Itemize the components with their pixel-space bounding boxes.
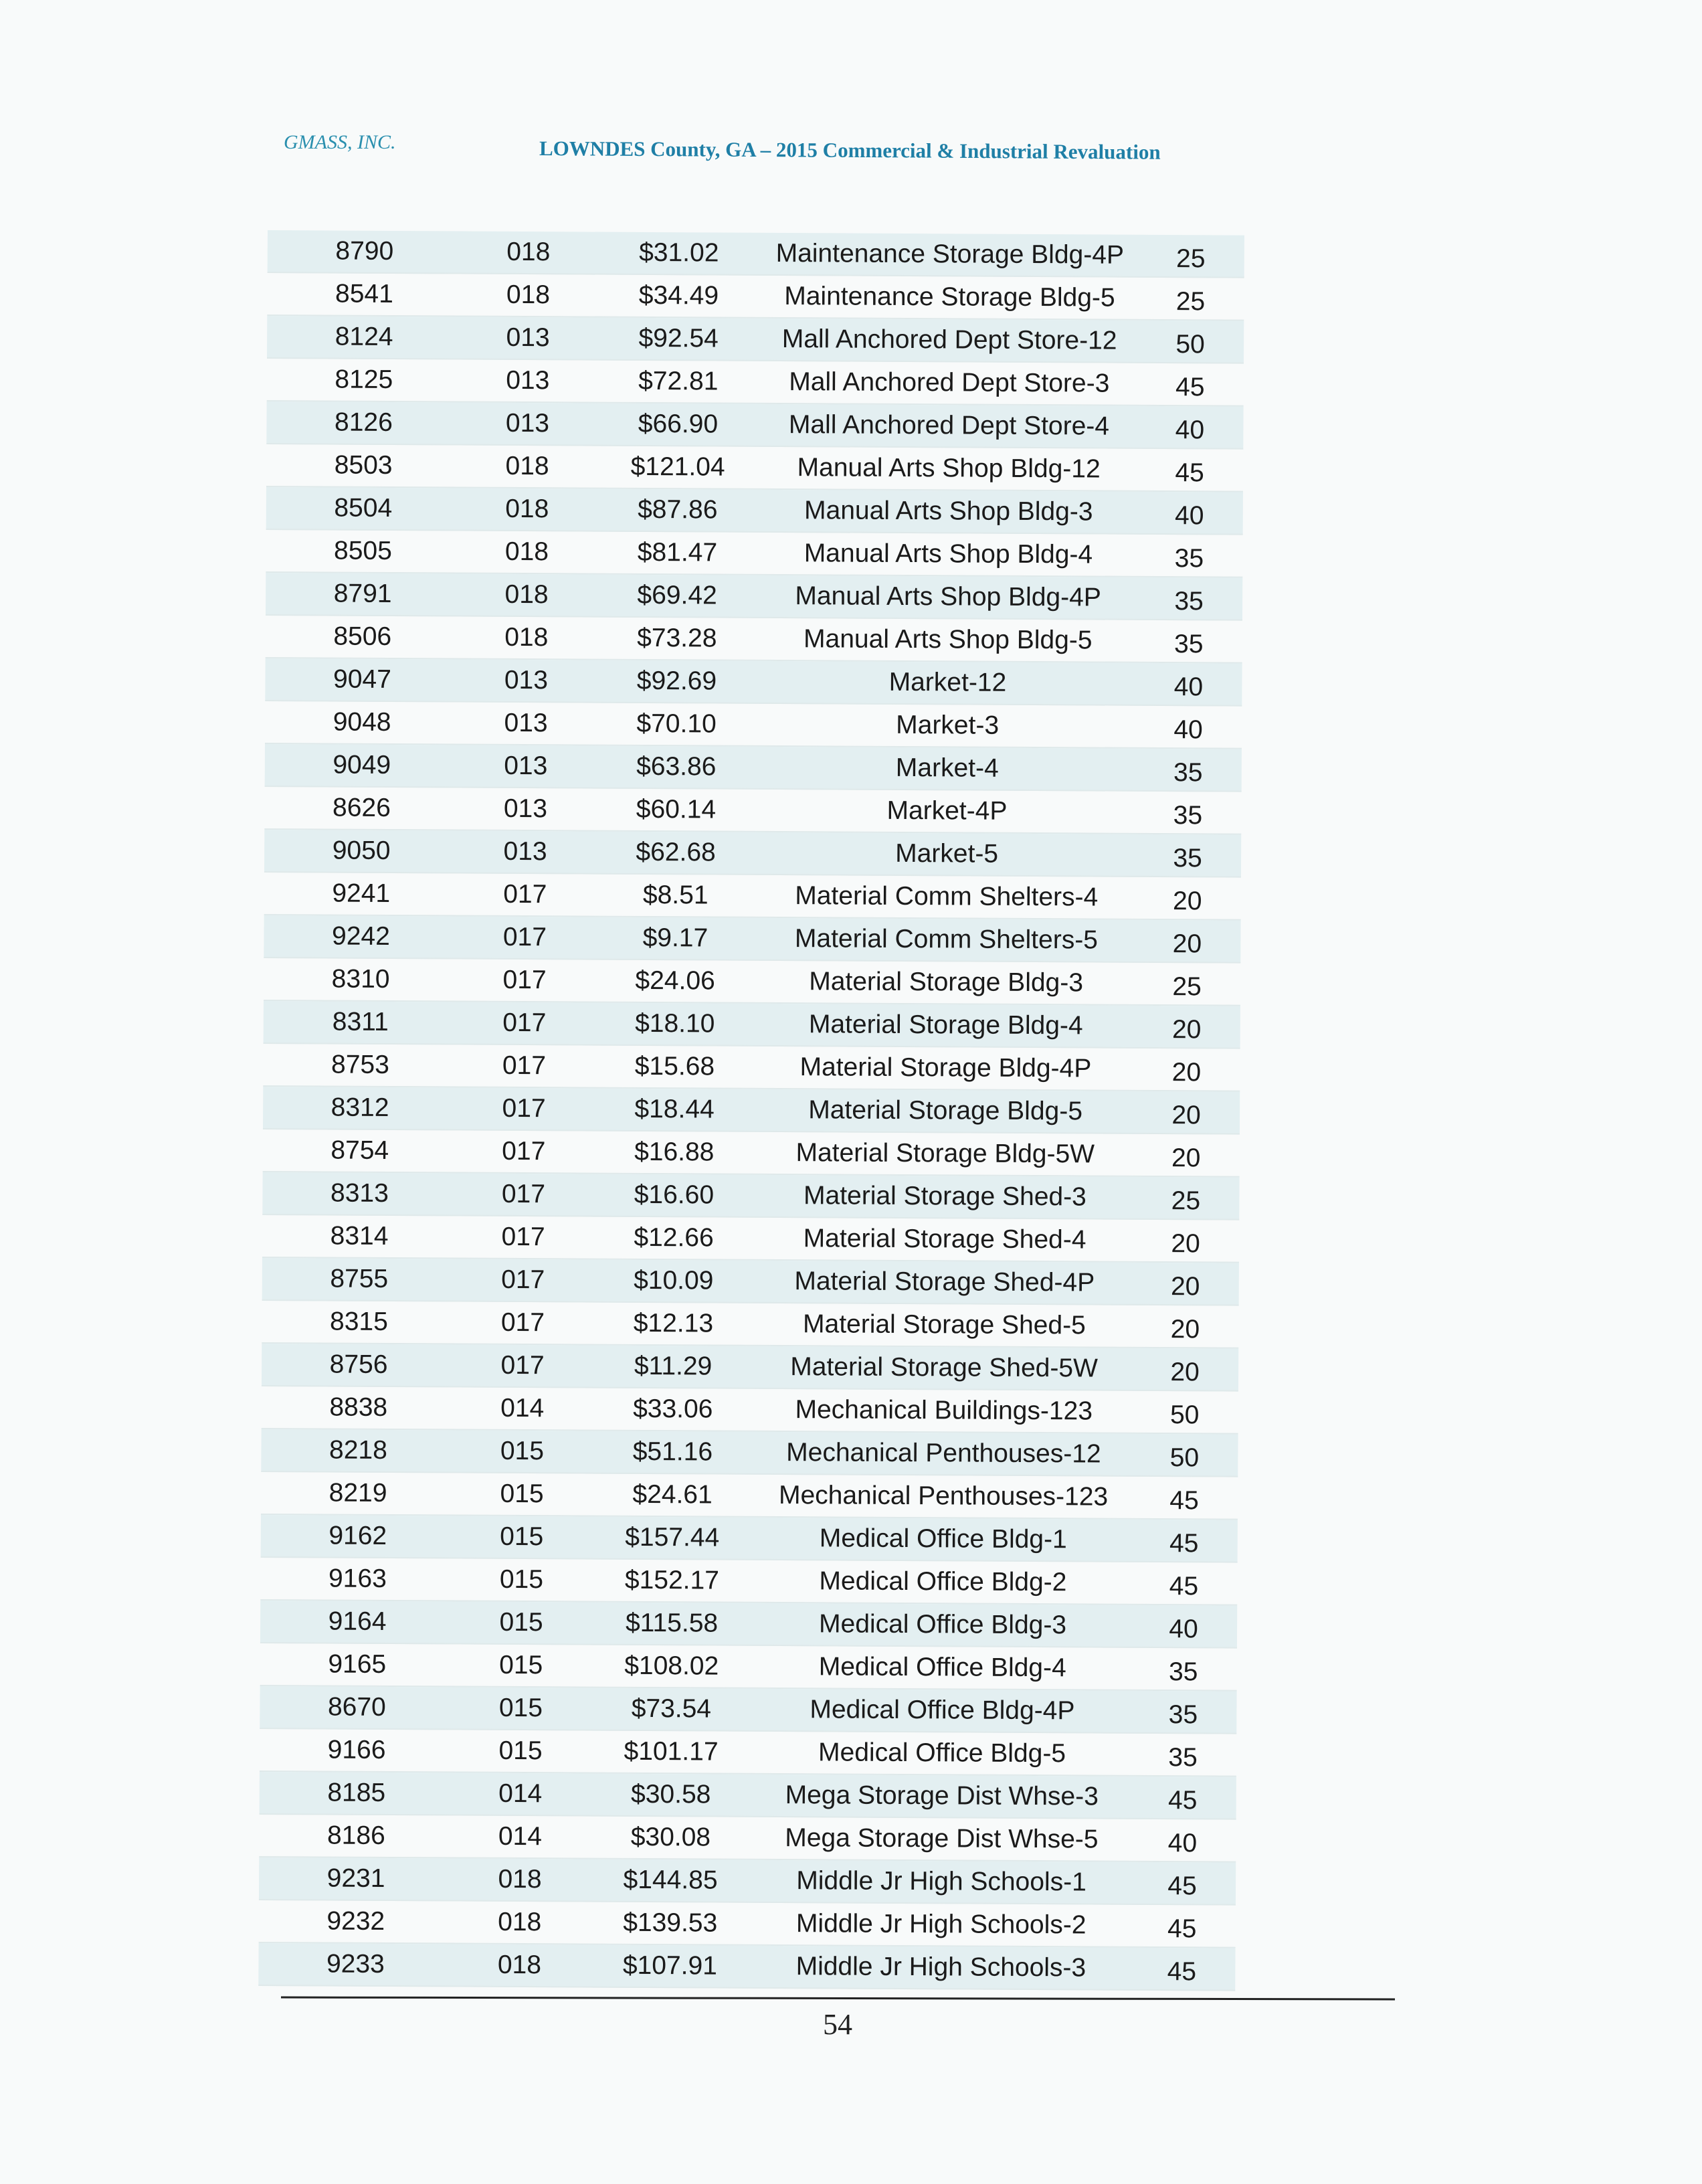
cell-class: 013 xyxy=(503,794,548,824)
cell-description: Manual Arts Shop Bldg-12 xyxy=(797,453,1101,484)
cell-code: 8753 xyxy=(330,1050,389,1079)
cell-unit-cost: $108.02 xyxy=(624,1651,719,1681)
cell-life: 45 xyxy=(1167,1872,1197,1901)
cell-life: 45 xyxy=(1169,1572,1199,1601)
cell-description: Mechanical Penthouses-123 xyxy=(778,1481,1109,1512)
cell-description: Maintenance Storage Bldg-5 xyxy=(784,282,1115,312)
table-row xyxy=(261,1515,1238,1563)
cell-description: Material Storage Bldg-4 xyxy=(808,1010,1083,1040)
table-row xyxy=(261,1429,1238,1477)
cell-life: 40 xyxy=(1173,715,1203,745)
cell-unit-cost: $33.06 xyxy=(633,1394,713,1424)
cell-code: 8313 xyxy=(330,1178,389,1208)
table-row xyxy=(259,1900,1236,1948)
cell-description: Material Storage Shed-4P xyxy=(794,1267,1095,1297)
cell-code: 9047 xyxy=(333,664,391,694)
cell-description: Material Storage Bldg-4P xyxy=(799,1053,1092,1083)
table-row xyxy=(262,1258,1239,1306)
cell-class: 013 xyxy=(506,323,550,353)
cell-life: 45 xyxy=(1169,1486,1199,1516)
cell-unit-cost: $10.09 xyxy=(634,1265,714,1295)
cell-code: 8311 xyxy=(332,1007,389,1036)
cell-description: Market-4 xyxy=(895,753,999,783)
cell-description: Medical Office Bldg-2 xyxy=(819,1566,1067,1597)
cell-code: 8314 xyxy=(330,1221,389,1251)
cell-life: 20 xyxy=(1172,887,1202,916)
table-row xyxy=(262,1301,1238,1349)
cell-unit-cost: $11.29 xyxy=(634,1351,713,1381)
cell-unit-cost: $81.47 xyxy=(637,537,718,567)
cell-description: Manual Arts Shop Bldg-3 xyxy=(803,496,1093,527)
cell-unit-cost: $60.14 xyxy=(636,794,717,824)
cell-life: 20 xyxy=(1171,1229,1200,1259)
cell-description: Medical Office Bldg-4 xyxy=(818,1652,1066,1683)
cell-class: 014 xyxy=(500,1393,545,1423)
cell-class: 017 xyxy=(502,1051,547,1081)
table-row xyxy=(260,1558,1237,1606)
cell-life: 50 xyxy=(1169,1443,1200,1473)
cell-code: 9165 xyxy=(328,1649,387,1679)
cell-description: Mall Anchored Dept Store-12 xyxy=(781,325,1117,355)
cell-life: 35 xyxy=(1168,1657,1198,1687)
cell-class: 013 xyxy=(503,836,547,867)
cell-description: Medical Office Bldg-5 xyxy=(818,1738,1066,1768)
cell-class: 015 xyxy=(500,1479,544,1509)
table-row xyxy=(263,1044,1240,1092)
cell-class: 015 xyxy=(500,1522,544,1552)
table-row xyxy=(263,1087,1240,1135)
cell-description: Material Storage Bldg-3 xyxy=(809,967,1084,998)
cell-code: 8756 xyxy=(329,1350,388,1379)
cell-description: Material Comm Shelters-5 xyxy=(794,924,1099,955)
cell-class: 015 xyxy=(499,1650,543,1680)
cell-life: 35 xyxy=(1173,630,1204,659)
cell-description: Material Comm Shelters-4 xyxy=(795,881,1099,912)
cell-description: Manual Arts Shop Bldg-5 xyxy=(803,624,1093,655)
cell-life: 40 xyxy=(1173,672,1204,702)
table-row xyxy=(266,530,1242,578)
cell-life: 25 xyxy=(1172,972,1202,1002)
cell-description: Middle Jr High Schools-1 xyxy=(796,1866,1086,1897)
cell-code: 9050 xyxy=(332,836,391,865)
cell-code: 9233 xyxy=(326,1949,385,1979)
cell-life: 35 xyxy=(1168,1743,1198,1772)
cell-life: 20 xyxy=(1171,1144,1201,1173)
cell-class: 018 xyxy=(497,1950,542,1980)
cell-class: 018 xyxy=(504,537,549,567)
table-row xyxy=(260,1601,1237,1649)
cell-life: 45 xyxy=(1167,1914,1197,1944)
cell-class: 017 xyxy=(501,1222,545,1252)
cell-class: 013 xyxy=(506,365,550,395)
cell-life: 35 xyxy=(1173,758,1203,788)
table-row xyxy=(266,616,1242,664)
cell-unit-cost: $152.17 xyxy=(624,1565,720,1595)
cell-life: 35 xyxy=(1173,844,1202,873)
cell-unit-cost: $157.44 xyxy=(625,1522,720,1552)
cell-class: 017 xyxy=(502,922,547,952)
cell-code: 8838 xyxy=(329,1392,388,1422)
table-row xyxy=(267,273,1244,321)
cell-class: 013 xyxy=(505,408,550,438)
cell-unit-cost: $115.58 xyxy=(625,1608,719,1638)
cell-class: 017 xyxy=(500,1307,545,1338)
cell-description: Material Storage Bldg-5W xyxy=(795,1138,1095,1169)
cell-class: 015 xyxy=(499,1607,543,1637)
cell-class: 018 xyxy=(505,494,549,524)
cell-unit-cost: $18.10 xyxy=(635,1008,715,1038)
cell-code: 8310 xyxy=(331,964,390,994)
cell-unit-cost: $72.81 xyxy=(638,366,719,396)
cell-life: 25 xyxy=(1171,1186,1201,1216)
cell-code: 9241 xyxy=(332,879,391,908)
cell-description: Market-4P xyxy=(886,796,1008,826)
cell-unit-cost: $121.04 xyxy=(630,452,725,482)
cell-description: Manual Arts Shop Bldg-4 xyxy=(803,539,1093,569)
cell-code: 8505 xyxy=(333,536,392,565)
cell-code: 8626 xyxy=(332,793,391,822)
cell-code: 8541 xyxy=(335,279,393,308)
cell-class: 015 xyxy=(500,1436,545,1466)
cell-unit-cost: $8.51 xyxy=(642,880,708,910)
table-row xyxy=(259,1815,1236,1863)
cell-code: 8504 xyxy=(334,493,393,523)
cost-table xyxy=(258,230,1244,1991)
cell-unit-cost: $144.85 xyxy=(623,1865,718,1895)
table-row xyxy=(260,1729,1236,1777)
table-row xyxy=(267,359,1244,407)
cell-code: 8185 xyxy=(327,1778,386,1807)
cell-class: 017 xyxy=(501,1265,545,1295)
cell-life: 35 xyxy=(1173,801,1203,830)
cell-code: 8312 xyxy=(330,1093,389,1122)
cell-description: Middle Jr High Schools-2 xyxy=(795,1909,1086,1940)
cell-life: 40 xyxy=(1175,416,1205,445)
table-row xyxy=(268,230,1244,278)
cell-class: 014 xyxy=(498,1821,543,1851)
cell-class: 018 xyxy=(498,1864,542,1894)
company-name: GMASS, INC. xyxy=(284,131,396,153)
cell-class: 018 xyxy=(506,280,551,310)
cell-unit-cost: $51.16 xyxy=(632,1437,713,1467)
cell-class: 017 xyxy=(502,1136,546,1166)
cell-unit-cost: $18.44 xyxy=(634,1094,715,1124)
cell-unit-cost: $31.02 xyxy=(639,238,719,268)
cell-life: 40 xyxy=(1167,1829,1198,1858)
table-row xyxy=(266,444,1243,492)
cell-description: Material Storage Shed-4 xyxy=(803,1224,1086,1255)
cell-life: 25 xyxy=(1175,244,1206,274)
cell-description: Material Storage Shed-5W xyxy=(790,1352,1098,1383)
cell-code: 9048 xyxy=(333,707,391,737)
cell-class: 018 xyxy=(498,1907,542,1937)
cell-class: 018 xyxy=(505,451,549,481)
table-row xyxy=(264,787,1241,835)
cell-unit-cost: $69.42 xyxy=(637,580,717,610)
cell-description: Mall Anchored Dept Store-4 xyxy=(788,410,1110,441)
table-row xyxy=(262,1386,1238,1435)
cell-code: 8506 xyxy=(333,622,392,651)
cell-class: 015 xyxy=(498,1736,543,1766)
table-row xyxy=(262,1172,1239,1220)
cell-code: 8124 xyxy=(335,322,393,351)
cell-unit-cost: $107.91 xyxy=(622,1950,718,1981)
cell-class: 018 xyxy=(504,622,549,652)
cell-life: 50 xyxy=(1169,1400,1200,1430)
cell-description: Mega Storage Dist Whse-5 xyxy=(785,1823,1099,1854)
cell-description: Medical Office Bldg-1 xyxy=(819,1524,1067,1554)
cell-description: Market-12 xyxy=(888,667,1007,697)
cell-code: 9049 xyxy=(333,750,391,780)
cell-unit-cost: $34.49 xyxy=(638,280,719,310)
cell-description: Market-5 xyxy=(895,838,999,869)
table-row xyxy=(262,1344,1238,1392)
cell-class: 015 xyxy=(499,1564,544,1595)
page-number: 54 xyxy=(823,2008,852,2041)
table-row xyxy=(263,1129,1240,1178)
cell-description: Mechanical Penthouses-12 xyxy=(786,1438,1101,1469)
cell-unit-cost: $30.58 xyxy=(631,1779,711,1809)
table-row xyxy=(260,1772,1236,1820)
cell-life: 20 xyxy=(1170,1315,1200,1344)
cell-unit-cost: $62.68 xyxy=(636,837,716,867)
table-row xyxy=(264,958,1240,1006)
cell-code: 9242 xyxy=(331,921,390,951)
cell-code: 9163 xyxy=(328,1564,387,1593)
cell-unit-cost: $92.69 xyxy=(636,666,717,696)
cell-unit-cost: $16.88 xyxy=(634,1137,715,1167)
table-row xyxy=(266,573,1242,621)
cell-unit-cost: $92.54 xyxy=(638,323,719,353)
cell-description: Middle Jr High Schools-3 xyxy=(795,1952,1086,1983)
cell-unit-cost: $70.10 xyxy=(636,709,717,739)
document-title: LOWNDES County, GA – 2015 Commercial & Industrial Revaluation xyxy=(539,136,1161,164)
cell-life: 35 xyxy=(1174,544,1204,573)
cell-class: 018 xyxy=(506,237,551,267)
footer-divider xyxy=(281,1997,1395,2001)
cell-unit-cost: $12.13 xyxy=(633,1308,714,1338)
cell-life: 20 xyxy=(1170,1272,1200,1301)
cell-code: 9231 xyxy=(326,1863,385,1893)
table-row xyxy=(258,1943,1235,1991)
cell-unit-cost: $87.86 xyxy=(638,494,718,525)
cell-description: Market-3 xyxy=(896,710,1000,740)
cell-code: 9232 xyxy=(326,1906,385,1936)
cell-class: 013 xyxy=(504,751,548,781)
table-row xyxy=(260,1643,1237,1692)
cell-class: 017 xyxy=(502,1008,547,1038)
cell-life: 35 xyxy=(1174,587,1204,616)
cell-class: 015 xyxy=(498,1693,543,1723)
cell-class: 013 xyxy=(504,708,548,738)
cell-life: 45 xyxy=(1169,1529,1199,1558)
cell-life: 45 xyxy=(1167,1957,1197,1987)
table-row xyxy=(265,658,1242,707)
cell-life: 45 xyxy=(1167,1786,1198,1815)
cell-description: Maintenance Storage Bldg-4P xyxy=(775,238,1125,270)
cell-code: 8315 xyxy=(329,1307,388,1336)
cell-description: Material Storage Bldg-5 xyxy=(808,1095,1083,1126)
cell-life: 40 xyxy=(1169,1615,1198,1644)
cell-code: 8186 xyxy=(326,1821,385,1850)
cell-life: 20 xyxy=(1172,929,1202,959)
cell-description: Medical Office Bldg-4P xyxy=(810,1695,1075,1726)
cell-code: 8754 xyxy=(330,1135,389,1165)
table-row xyxy=(264,1001,1240,1049)
cell-code: 9166 xyxy=(327,1735,386,1764)
table-row xyxy=(265,701,1242,749)
cell-class: 017 xyxy=(500,1350,545,1380)
cell-code: 9164 xyxy=(328,1607,387,1636)
cell-class: 017 xyxy=(502,1093,546,1123)
cell-description: Mall Anchored Dept Store-3 xyxy=(789,367,1110,398)
cell-code: 8670 xyxy=(327,1692,386,1722)
cell-unit-cost: $139.53 xyxy=(623,1908,718,1938)
table-row xyxy=(267,316,1244,364)
cell-class: 017 xyxy=(501,1179,546,1209)
table-row xyxy=(262,1215,1239,1263)
cell-unit-cost: $12.66 xyxy=(634,1222,714,1253)
table-row xyxy=(266,487,1243,535)
cell-description: Mega Storage Dist Whse-3 xyxy=(785,1781,1099,1811)
table-row xyxy=(264,873,1241,921)
cell-life: 20 xyxy=(1171,1058,1202,1087)
cell-class: 013 xyxy=(504,665,549,695)
cell-life: 20 xyxy=(1171,1015,1202,1044)
cell-code: 8790 xyxy=(335,236,394,266)
cell-unit-cost: $16.60 xyxy=(634,1180,715,1210)
cell-unit-cost: $15.68 xyxy=(634,1051,715,1081)
cell-code: 9162 xyxy=(328,1521,387,1550)
table-row xyxy=(266,401,1243,450)
cell-code: 8791 xyxy=(333,579,392,608)
cell-class: 014 xyxy=(498,1779,543,1809)
cell-description: Mechanical Buildings-123 xyxy=(795,1395,1093,1426)
table-row xyxy=(260,1686,1236,1734)
cell-life: 35 xyxy=(1168,1700,1198,1730)
cell-code: 8126 xyxy=(334,407,393,437)
cell-unit-cost: $9.17 xyxy=(642,923,708,953)
cell-life: 45 xyxy=(1175,458,1204,488)
cell-life: 25 xyxy=(1175,287,1206,316)
cell-description: Medical Office Bldg-3 xyxy=(819,1609,1067,1640)
cell-code: 8503 xyxy=(334,450,393,480)
cell-code: 8125 xyxy=(335,365,393,394)
cell-class: 017 xyxy=(502,965,547,995)
table-row xyxy=(264,830,1241,878)
cell-unit-cost: $24.06 xyxy=(635,966,715,996)
cell-unit-cost: $73.28 xyxy=(637,623,717,653)
cell-description: Manual Arts Shop Bldg-4P xyxy=(795,581,1101,612)
cell-code: 8218 xyxy=(328,1435,387,1465)
table-row xyxy=(259,1857,1236,1906)
cell-life: 45 xyxy=(1175,373,1205,402)
cell-life: 40 xyxy=(1174,501,1204,531)
cell-description: Material Storage Shed-3 xyxy=(803,1181,1086,1212)
cell-unit-cost: $73.54 xyxy=(631,1694,712,1724)
cell-class: 017 xyxy=(503,879,547,909)
table-row xyxy=(264,915,1240,964)
cell-description: Material Storage Shed-5 xyxy=(802,1309,1086,1340)
cell-unit-cost: $63.86 xyxy=(636,751,717,782)
cell-class: 018 xyxy=(504,579,549,610)
cell-life: 50 xyxy=(1175,330,1205,359)
table-row xyxy=(261,1472,1238,1520)
cell-unit-cost: $30.08 xyxy=(630,1822,711,1852)
cell-code: 8219 xyxy=(328,1478,387,1508)
cell-life: 20 xyxy=(1170,1358,1200,1387)
cell-unit-cost: $66.90 xyxy=(638,409,719,439)
cell-unit-cost: $101.17 xyxy=(624,1736,719,1766)
cell-life: 20 xyxy=(1171,1101,1201,1130)
cell-unit-cost: $24.61 xyxy=(632,1479,713,1510)
cell-code: 8755 xyxy=(330,1264,389,1293)
table-row xyxy=(265,744,1242,792)
